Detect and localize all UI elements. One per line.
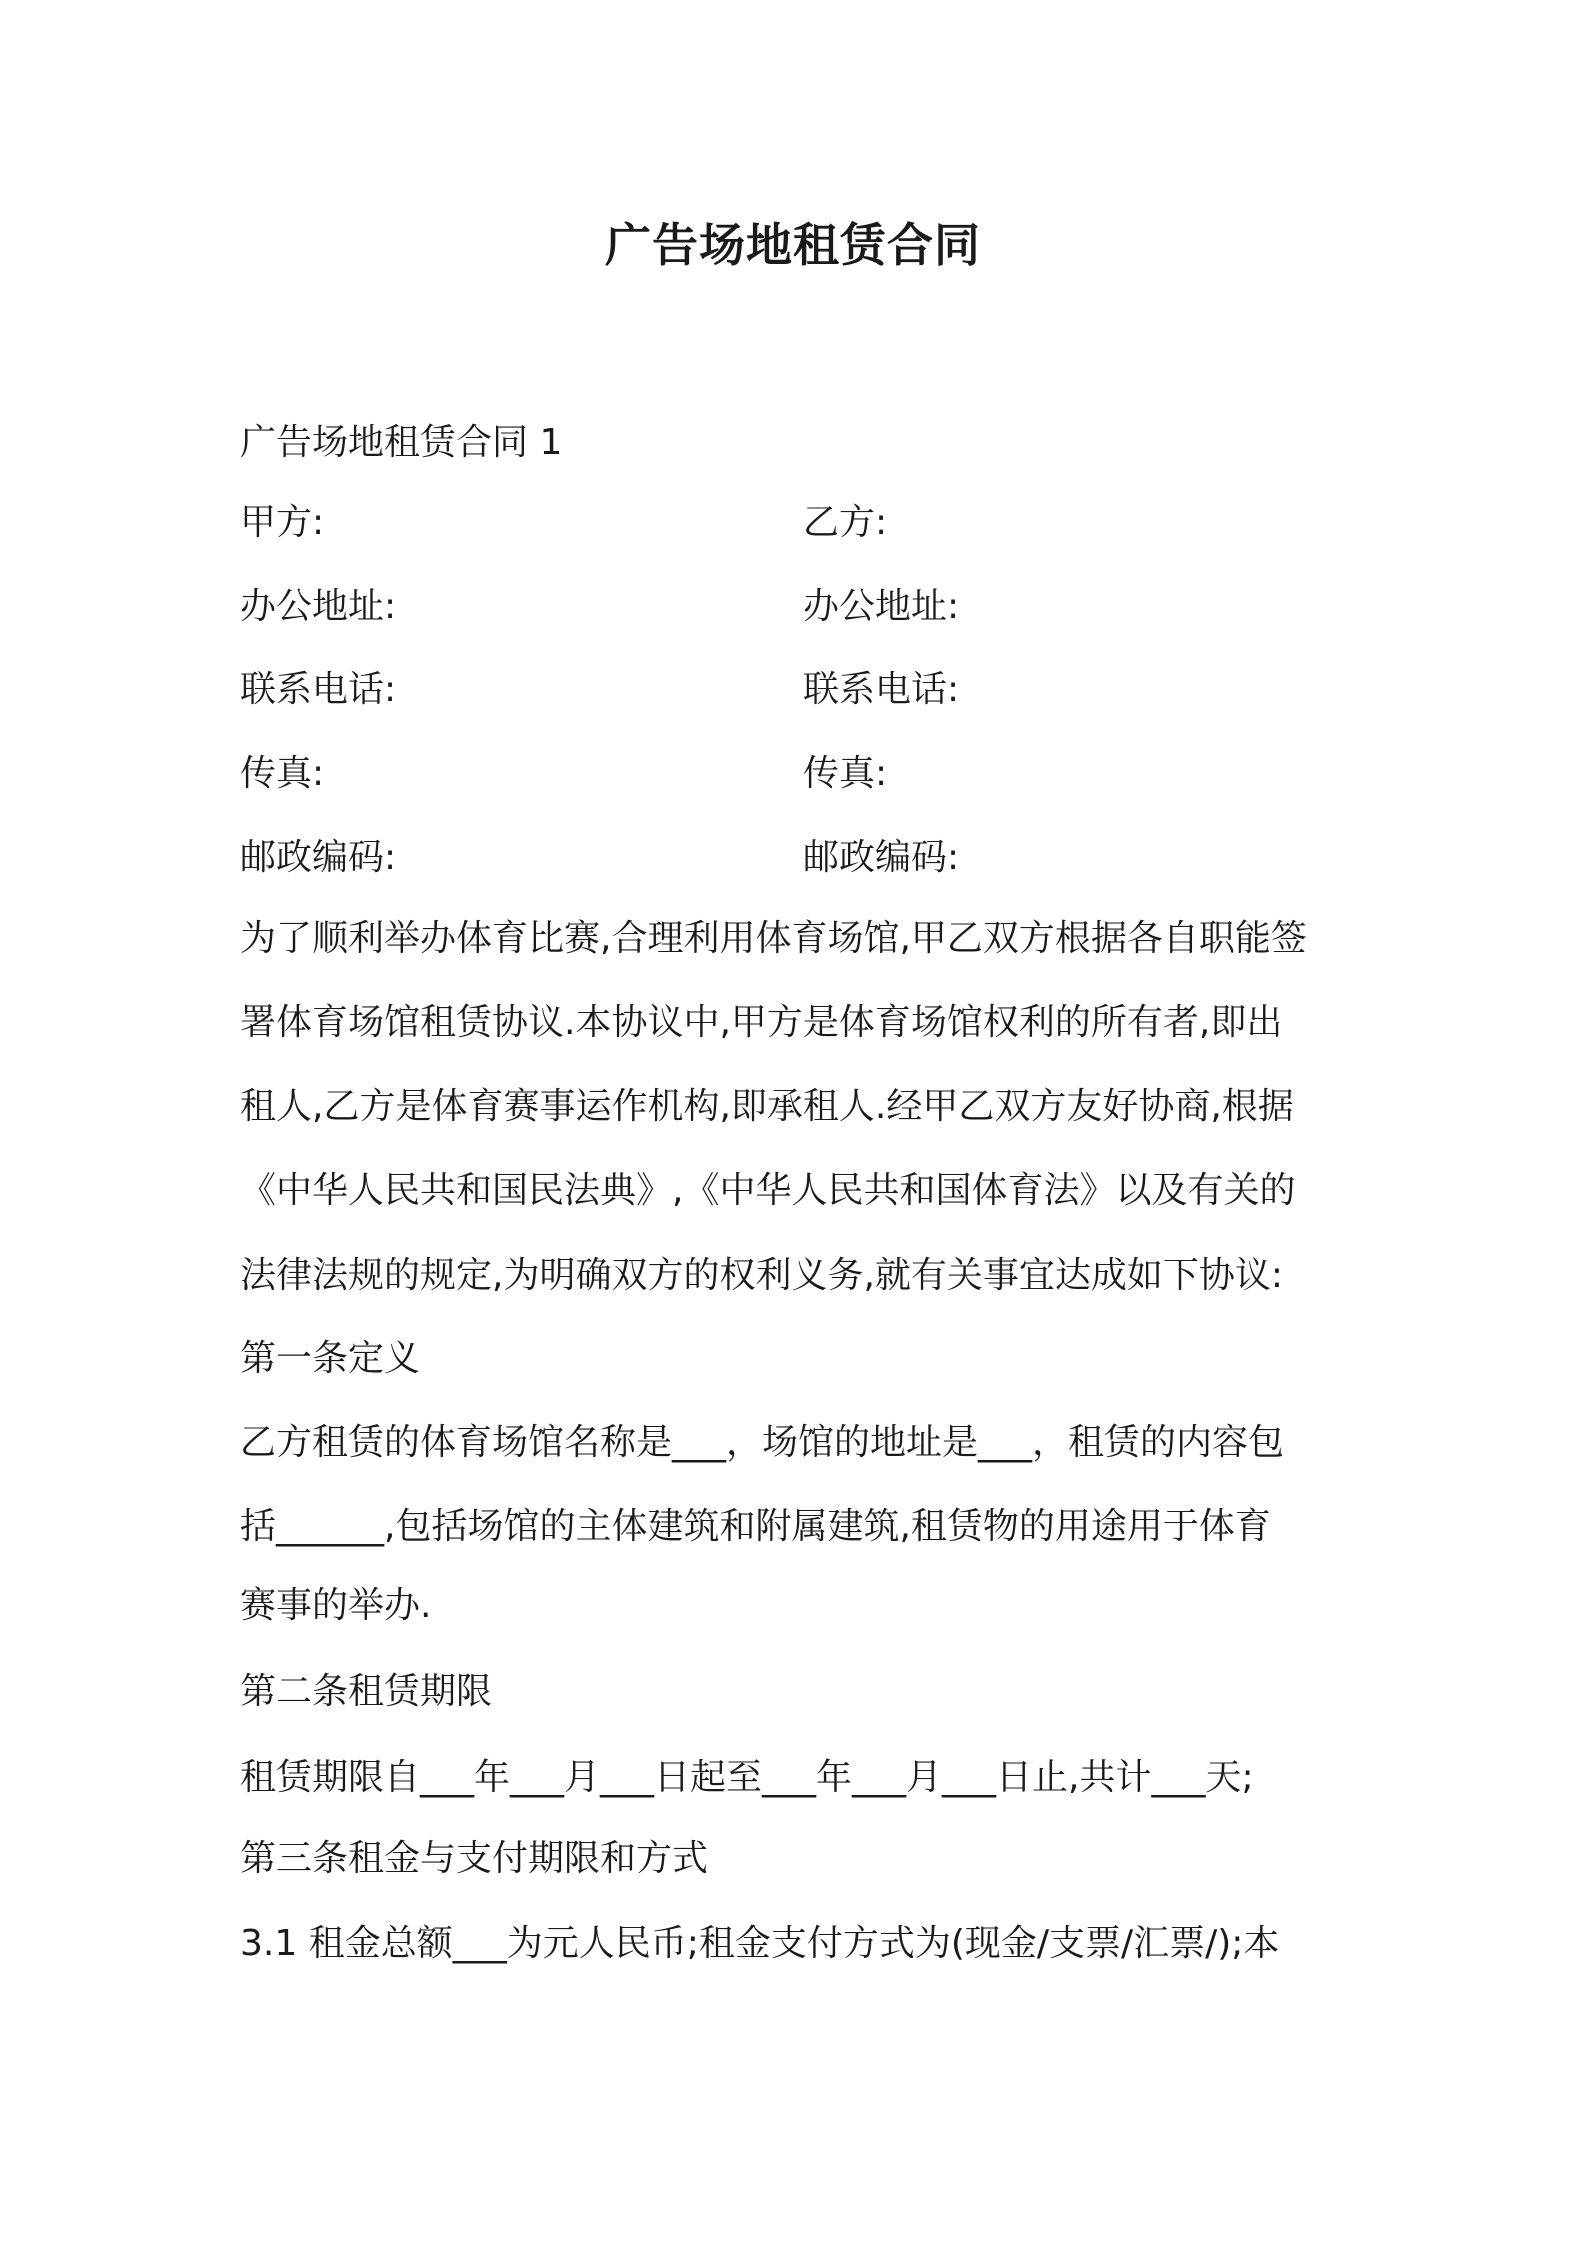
preamble-line: 署体育场馆租赁协议.本协议中,甲方是体育场馆权利的所有者,即出 xyxy=(240,1002,1283,1043)
party-a-phone-label: 联系电话: xyxy=(240,669,397,710)
preamble-line: 法律法规的规定,为明确双方的权利义务,就有关事宜达成如下协议: xyxy=(240,1255,1284,1296)
party-a-address-label: 办公地址: xyxy=(240,586,397,627)
document-title: 广告场地租赁合同 xyxy=(605,218,981,272)
article-2-line: 租赁期限自___年___月___日起至___年___月___日止,共计___天; xyxy=(240,1757,1254,1798)
party-a-label: 甲方: xyxy=(240,502,325,543)
article-2-heading: 第二条租赁期限 xyxy=(240,1671,493,1712)
article-3-line: 3.1 租金总额___为元人民币;租金支付方式为(现金/支票/汇票/);本 xyxy=(240,1923,1280,1964)
party-a-postcode-label: 邮政编码: xyxy=(240,837,397,878)
party-b-address-label: 办公地址: xyxy=(803,586,960,627)
document-subtitle: 广告场地租赁合同 1 xyxy=(240,422,563,463)
article-1-line: 乙方租赁的体育场馆名称是___，场馆的地址是___，租赁的内容包 xyxy=(240,1422,1285,1463)
article-1-heading: 第一条定义 xyxy=(240,1338,421,1379)
party-b-phone-label: 联系电话: xyxy=(803,669,960,710)
article-1-line: 括______,包括场馆的主体建筑和附属建筑,租赁物的用途用于体育 xyxy=(240,1506,1271,1547)
party-b-postcode-label: 邮政编码: xyxy=(803,837,960,878)
preamble-line: 租人,乙方是体育赛事运作机构,即承租人.经甲乙双方友好协商,根据 xyxy=(240,1086,1294,1127)
party-b-label: 乙方: xyxy=(803,502,888,543)
party-a-fax-label: 传真: xyxy=(240,753,325,794)
preamble-line: 为了顺利举办体育比赛,合理利用体育场馆,甲乙双方根据各自职能签 xyxy=(240,918,1307,959)
article-3-heading: 第三条租金与支付期限和方式 xyxy=(240,1838,709,1879)
preamble-line: 《中华人民共和国民法典》,《中华人民共和国体育法》以及有关的 xyxy=(240,1170,1296,1211)
article-1-line: 赛事的举办. xyxy=(240,1585,432,1626)
party-b-fax-label: 传真: xyxy=(803,753,888,794)
